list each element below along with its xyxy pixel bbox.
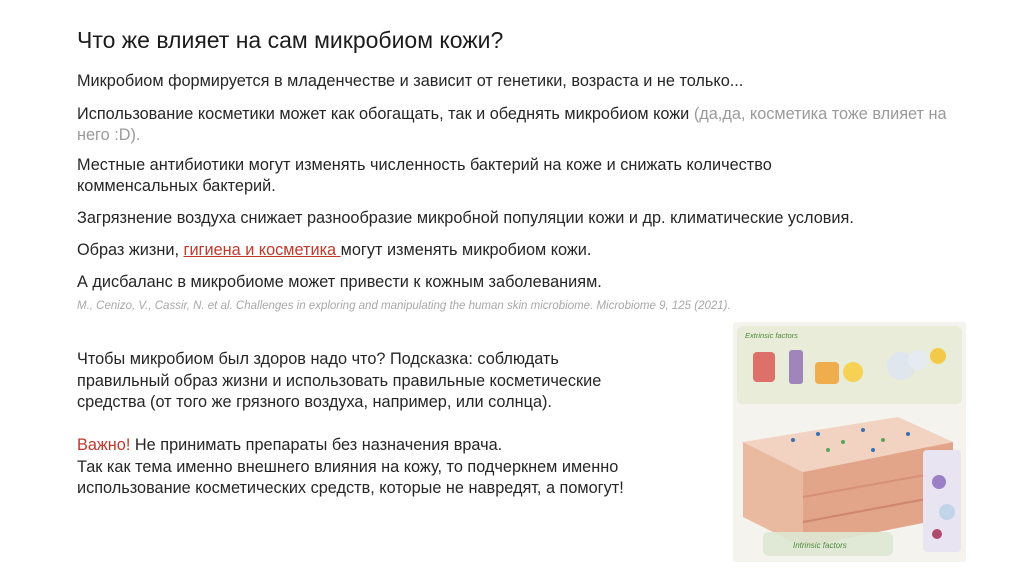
extrinsic-label: Extrinsic factors <box>745 331 798 340</box>
bacteria-dot <box>906 432 910 436</box>
paragraph-cosmetics-text: Использование косметики может как обогащать, так и обеднять микробиом кожи <box>77 105 694 123</box>
bacteria-dot <box>881 438 885 442</box>
paragraph-cosmetics-note: (да,да, косметика тоже влияет на него :D). <box>77 105 947 144</box>
slide-title: Что же влияет на сам микробиом кожи? <box>77 27 504 53</box>
cloud-part-icon <box>908 350 928 370</box>
immune-cell-icon <box>932 529 942 539</box>
immune-cell-icon <box>939 504 955 520</box>
warning-text: Не принимать препараты без назначения врача. <box>130 436 503 454</box>
paragraph-genetics: Микробиом формируется в младенчестве и зависит от генетики, возраста и не только... <box>77 72 744 90</box>
warning-label: Важно! <box>77 436 131 454</box>
hygiene-cosmetics-link[interactable]: гигиена и косметика <box>183 241 341 259</box>
skin-microbiome-illustration <box>733 322 966 562</box>
immune-cell-icon <box>932 475 946 489</box>
paragraph-cosmetics <box>77 104 957 146</box>
bacteria-dot <box>816 432 820 436</box>
advice-line-1: Чтобы микробиом был здоров надо что? Подсказка: соблюдать <box>77 350 559 368</box>
bacteria-dot <box>826 448 830 452</box>
bacteria-dot <box>791 438 795 442</box>
advice-block <box>77 349 697 500</box>
bacteria-dot <box>861 428 865 432</box>
advice-spacer <box>77 414 697 436</box>
advice-line-3: средства (от того же грязного воздуха, например, или солнца). <box>77 393 552 411</box>
pill-icon <box>843 362 863 382</box>
sun-icon <box>930 348 946 364</box>
advice-line-5: Так как тема именно внешнего влияния на кожу, то подчеркнем именно <box>77 457 619 476</box>
advice-warning-line <box>77 435 697 457</box>
bacteria-dot <box>871 448 875 452</box>
lifestyle-text-after: могут изменять микробиом кожи. <box>340 241 592 259</box>
citation: M., Cenizo, V., Cassir, N. et al. Challenges in exploring and manipulating the human skin microbiome. Microbiome 9, 125 (2021). <box>77 300 731 312</box>
medicine-vial-icon <box>789 350 803 384</box>
advice-line-2: правильный образ жизни и использовать правильные косметические <box>77 371 602 390</box>
paragraph-pollution: Загрязнение воздуха снижает разнообразие микробной популяции кожи и др. климатические условия. <box>77 209 854 227</box>
immune-cells-panel <box>923 450 961 552</box>
lifestyle-text-before: Образ жизни, <box>77 241 184 259</box>
advice-line-6: использование косметических средств, которые не навредят, а помогут! <box>77 479 624 497</box>
skin-factors-figure <box>733 322 966 562</box>
cosmetic-bottle-icon <box>753 352 775 382</box>
paragraph-lifestyle <box>77 240 957 261</box>
intrinsic-label: Intrinsic factors <box>793 541 847 550</box>
paragraph-dysbiosis: А дисбаланс в микробиоме может привести к кожным заболеваниям. <box>77 273 602 291</box>
food-jar-icon <box>815 362 839 384</box>
bacteria-dot <box>841 440 845 444</box>
paragraph-antibiotics: Местные антибиотики могут изменять численность бактерий на коже и снижать количество комменсальных бактерий. <box>77 156 772 195</box>
